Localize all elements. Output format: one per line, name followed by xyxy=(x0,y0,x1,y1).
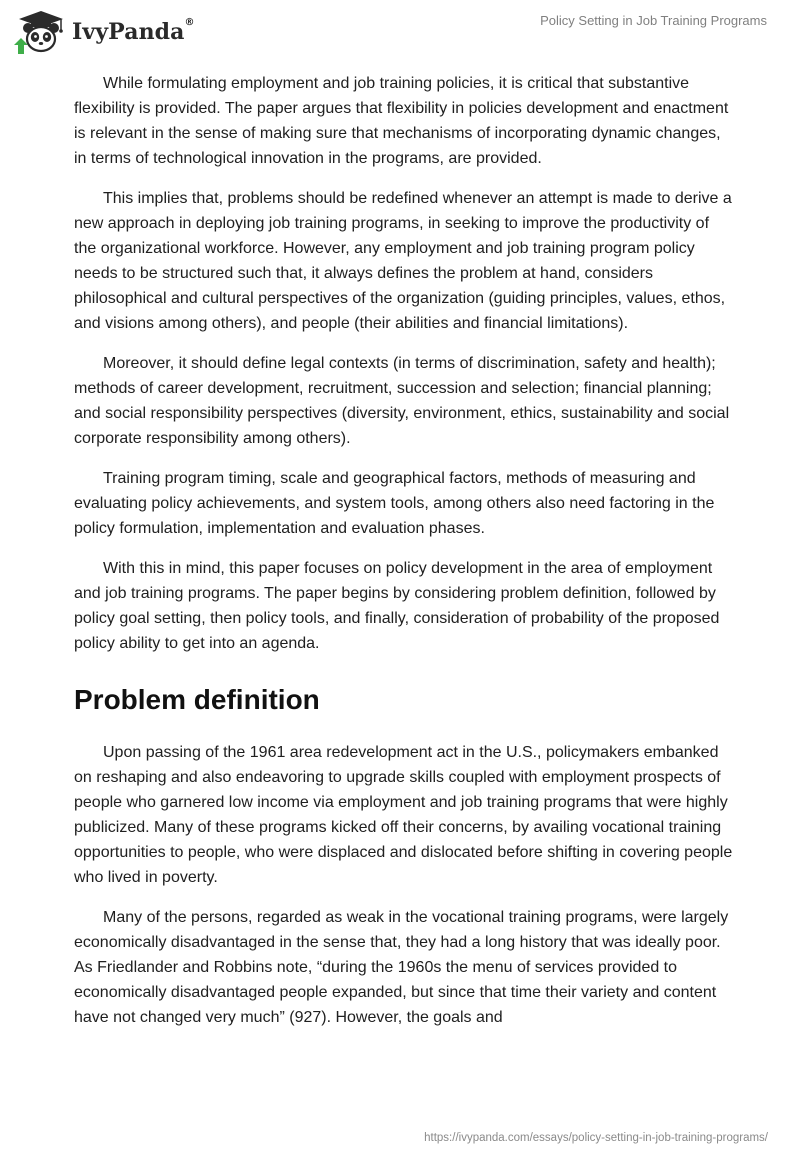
source-url[interactable]: https://ivypanda.com/essays/policy-setting-in-job-training-programs/ xyxy=(424,1132,768,1144)
section-heading: Problem definition xyxy=(74,684,320,715)
paragraph: Moreover, it should define legal contexts (in terms of discrimination, safety and health); methods of career development, recruitment, succession and selection; financial planning; and social responsibility perspectives (diversity, environment, ethics, sustainability and social corporate responsibility among others). xyxy=(74,355,730,447)
document-title: Policy Setting in Job Training Programs xyxy=(540,13,767,28)
paragraph: Many of the persons, regarded as weak in the vocational training programs, were largely economically disadvantaged in the sense that, they had a long history that was ideally poor. As Friedlander and Robbins note, “during the 1960s the menu of services provided to economically disadvantaged people expanded, but since that time their variety and content have not changed very much” (927). However, the goals and xyxy=(74,909,729,1026)
paragraph: This implies that, problems should be redefined whenever an attempt is made to derive a new approach in deploying job training programs, in seeking to improve the productivity of the organizational workforce. However, any employment and job training program policy needs to be structured such that, it always defines the problem at hand, considers philosophical and cultural perspectives of the organization (guiding principles, values, ethos, and visions among others), and people (their abilities and financial limitations). xyxy=(74,190,732,332)
logo-wordmark: IvyPanda® xyxy=(72,17,195,45)
paragraph: Training program timing, scale and geographical factors, methods of measuring and evaluating policy achievements, and system tools, among others also need factoring in the policy formulation, implementation and evaluation phases. xyxy=(74,470,715,537)
paragraph: While formulating employment and job training policies, it is critical that substantive flexibility is provided. The paper argues that flexibility in policies development and enactment is relevant in the sense of making sure that mechanisms of incorporating dynamic changes, in terms of technological innovation in the programs, are provided. xyxy=(74,75,729,167)
page-header xyxy=(0,0,800,60)
panda-graduate-icon xyxy=(14,8,68,56)
paragraph: With this in mind, this paper focuses on policy development in the area of employment and job training programs. The paper begins by considering problem definition, followed by policy goal setting, then policy tools, and finally, consideration of probability of the proposed policy ability to get into an agenda. xyxy=(74,560,720,652)
essay-body xyxy=(74,71,734,1045)
ivypanda-logo[interactable] xyxy=(14,8,195,56)
paragraph: Upon passing of the 1961 area redevelopment act in the U.S., policymakers embanked on reshaping and also endeavoring to upgrade skills coupled with employment prospects of people who garnered low income via employment and job training programs that were highly publicized. Many of these programs kicked off their concerns, by availing vocational training opportunities to people, who were displaced and dislocated before shifting in covering people who lived in poverty. xyxy=(74,744,733,886)
